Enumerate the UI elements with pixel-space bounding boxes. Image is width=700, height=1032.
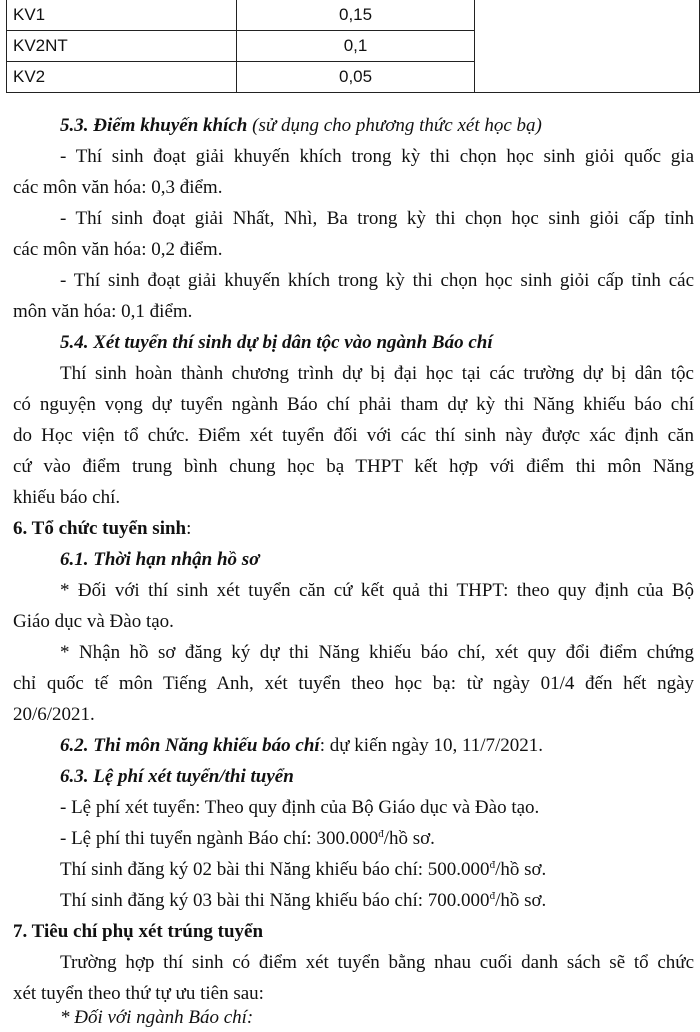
paragraph-line: * Nhận hồ sơ đăng ký dự thi Năng khiếu báo chí, xét quy đổi điểm chứng (60, 642, 694, 663)
section-6-1-heading: 6.1. Thời hạn nhận hồ sơ (60, 549, 260, 570)
section-6-2-title: 6.2. Thi môn Năng khiếu báo chí (60, 735, 320, 756)
fee-amount: Thí sinh đăng ký 02 bài thi Năng khiếu báo chí: 500.000 (60, 859, 490, 880)
paragraph-line: Trường hợp thí sinh có điểm xét tuyển bằng nhau cuối danh sách sẽ tổ chức (60, 952, 694, 973)
empty-cell (475, 0, 700, 93)
paragraph-line: chỉ quốc tế môn Tiếng Anh, xét tuyển theo học bạ: từ ngày 01/4 đến hết ngày (13, 673, 694, 694)
region-cell: KV1 (7, 0, 237, 31)
paragraph-line: cứ vào điểm trung bình chung học bạ THPT kết hợp với điểm thi môn Năng (13, 456, 694, 477)
paragraph-line: Giáo dục và Đào tạo. (13, 611, 174, 632)
paragraph-line: các môn văn hóa: 0,3 điểm. (13, 177, 223, 198)
section-5-3-note: (sử dụng cho phương thức xét học bạ) (252, 115, 542, 136)
fee-line: - Lệ phí xét tuyển: Theo quy định của Bộ Giáo dục và Đào tạo. (60, 797, 540, 818)
section-6-heading (13, 515, 191, 543)
region-cell: KV2NT (7, 31, 237, 62)
points-cell: 0,15 (236, 0, 475, 31)
paragraph-line: - Thí sinh đoạt giải khuyến khích trong kỳ thi chọn học sinh giỏi quốc gia (60, 146, 694, 167)
section-5-4-heading: 5.4. Xét tuyển thí sinh dự bị dân tộc vào ngành Báo chí (60, 332, 493, 353)
section-5-3-heading (60, 112, 542, 140)
paragraph-line: các môn văn hóa: 0,2 điểm. (13, 239, 223, 260)
paragraph-line: - Thí sinh đoạt giải Nhất, Nhì, Ba trong kỳ thi chọn học sinh giỏi cấp tỉnh (60, 208, 694, 229)
fee-unit: /hồ sơ. (383, 828, 435, 849)
paragraph-line: * Đối với ngành Báo chí: (60, 1007, 254, 1028)
section-5-3-title: 5.3. Điểm khuyến khích (60, 115, 248, 136)
points-cell: 0,1 (236, 31, 475, 62)
paragraph-line: - Thí sinh đoạt giải khuyến khích trong kỳ thi chọn học sinh giỏi cấp tỉnh các (60, 270, 694, 291)
fee-amount: Thí sinh đăng ký 03 bài thi Năng khiếu báo chí: 700.000 (60, 890, 490, 911)
priority-score-table (6, 0, 700, 93)
currency-superscript: đ (378, 828, 384, 840)
paragraph-line: do Học viện tổ chức. Điểm xét tuyển đối với các thí sinh này được xác định căn (13, 425, 694, 446)
currency-superscript: đ (489, 890, 496, 902)
section-6-2-line (60, 732, 543, 760)
region-cell: KV2 (7, 62, 237, 93)
paragraph-line: có nguyện vọng dự tuyển ngành Báo chí phải tham dự kỳ thi Năng khiếu báo chí (13, 394, 694, 415)
paragraph-line: khiếu báo chí. (13, 487, 121, 508)
table-row (7, 0, 700, 31)
fee-line (60, 856, 546, 884)
section-6-title: 6. Tổ chức tuyển sinh (13, 518, 187, 539)
paragraph-line: môn văn hóa: 0,1 điểm. (13, 301, 193, 322)
section-6-2-text: : dự kiến ngày 10, 11/7/2021. (319, 735, 544, 756)
section-6-3-heading: 6.3. Lệ phí xét tuyển/thi tuyển (60, 766, 294, 787)
section-6-colon: : (186, 518, 192, 539)
paragraph-line: * Đối với thí sinh xét tuyển căn cứ kết quả thi THPT: theo quy định của Bộ (60, 580, 694, 601)
paragraph-line: Thí sinh hoàn thành chương trình dự bị đại học tại các trường dự bị dân tộc (60, 363, 694, 384)
paragraph-line: 20/6/2021. (13, 704, 95, 725)
fee-amount: - Lệ phí thi tuyển ngành Báo chí: 300.000 (60, 828, 379, 849)
paragraph-line: xét tuyển theo thứ tự ưu tiên sau: (13, 983, 264, 1004)
fee-unit: /hồ sơ. (495, 890, 547, 911)
currency-superscript: đ (489, 859, 496, 871)
points-cell: 0,05 (236, 62, 475, 93)
fee-unit: /hồ sơ. (495, 859, 547, 880)
section-7-heading: 7. Tiêu chí phụ xét trúng tuyển (13, 921, 264, 942)
fee-line (60, 887, 546, 915)
fee-line (60, 825, 435, 853)
